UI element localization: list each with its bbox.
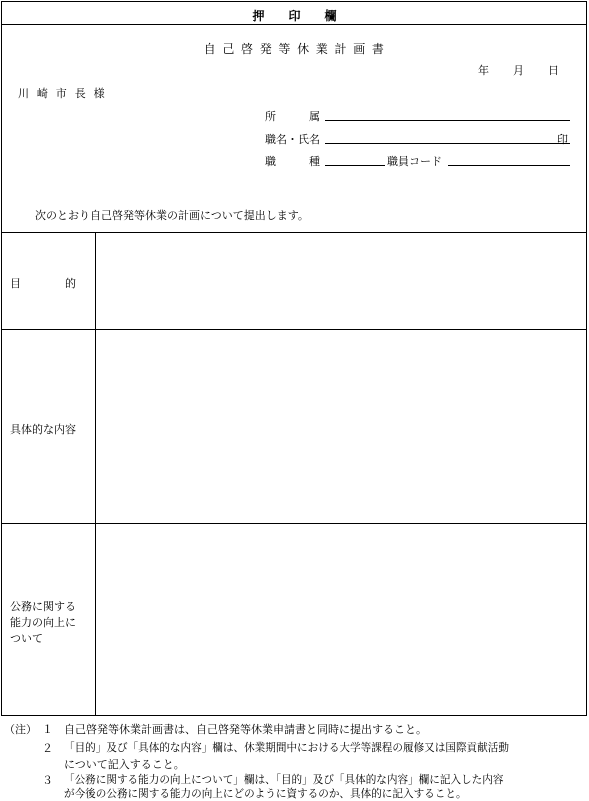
date-year-label: 年 <box>478 64 489 77</box>
row-label-purpose: 目 的 <box>10 277 76 290</box>
note-3-text-line-1: 「公務に関する能力の向上について」欄は、「目的」及び「具体的な内容」欄に記入した内容 <box>64 774 504 786</box>
note-2-number: ２ <box>42 742 53 755</box>
row-label-details: 具体的な内容 <box>10 423 76 436</box>
seal-label: 押 印 欄 <box>252 9 337 23</box>
seal-divider <box>1 24 587 25</box>
row-label-improvement <box>10 599 76 647</box>
details-input-area[interactable] <box>96 330 586 523</box>
note-3-number: ３ <box>42 774 53 787</box>
affiliation-label: 所 属 <box>265 110 320 123</box>
affiliation-field[interactable] <box>325 120 570 121</box>
note-1-text: 自己啓発等休業計画書は、自己啓発等休業申請書と同時に提出すること。 <box>64 723 427 736</box>
job-type-label: 職 種 <box>265 155 320 168</box>
row-label-improvement-line-2: 能力の向上に <box>10 616 76 629</box>
seal-mark: 印 <box>557 133 568 146</box>
job-type-field[interactable] <box>325 165 385 166</box>
employee-code-field[interactable] <box>448 165 570 166</box>
purpose-input-area[interactable] <box>96 233 586 329</box>
addressee: 川 崎 市 長 様 <box>18 87 107 100</box>
date-month-label: 月 <box>513 64 524 77</box>
note-2-text-line-2: について記入すること。 <box>64 758 185 771</box>
row-label-improvement-line-3: ついて <box>10 632 43 645</box>
name-field[interactable] <box>325 143 570 144</box>
name-label: 職名・氏名 <box>265 133 320 146</box>
improvement-input-area[interactable] <box>96 524 586 715</box>
note-2-text-line-1: 「目的」及び「具体的な内容」欄は、休業期間中における大学等課程の履修又は国際貢献活動 <box>64 742 509 754</box>
form-title: 自 己 啓 発 等 休 業 計 画 書 <box>203 42 386 56</box>
note-3-text-line-2: が今後の公務に関する能力の向上にどのように資するのか、具体的に記入すること。 <box>64 788 467 800</box>
note-1-number: １ <box>42 723 53 736</box>
intro-text: 次のとおり自己啓発等休業の計画について提出します。 <box>35 209 309 222</box>
notes-prefix: （注） <box>4 723 37 736</box>
date-day-label: 日 <box>548 64 559 77</box>
employee-code-label: 職員コード <box>387 155 442 168</box>
row-label-improvement-line-1: 公務に関する <box>10 600 76 613</box>
